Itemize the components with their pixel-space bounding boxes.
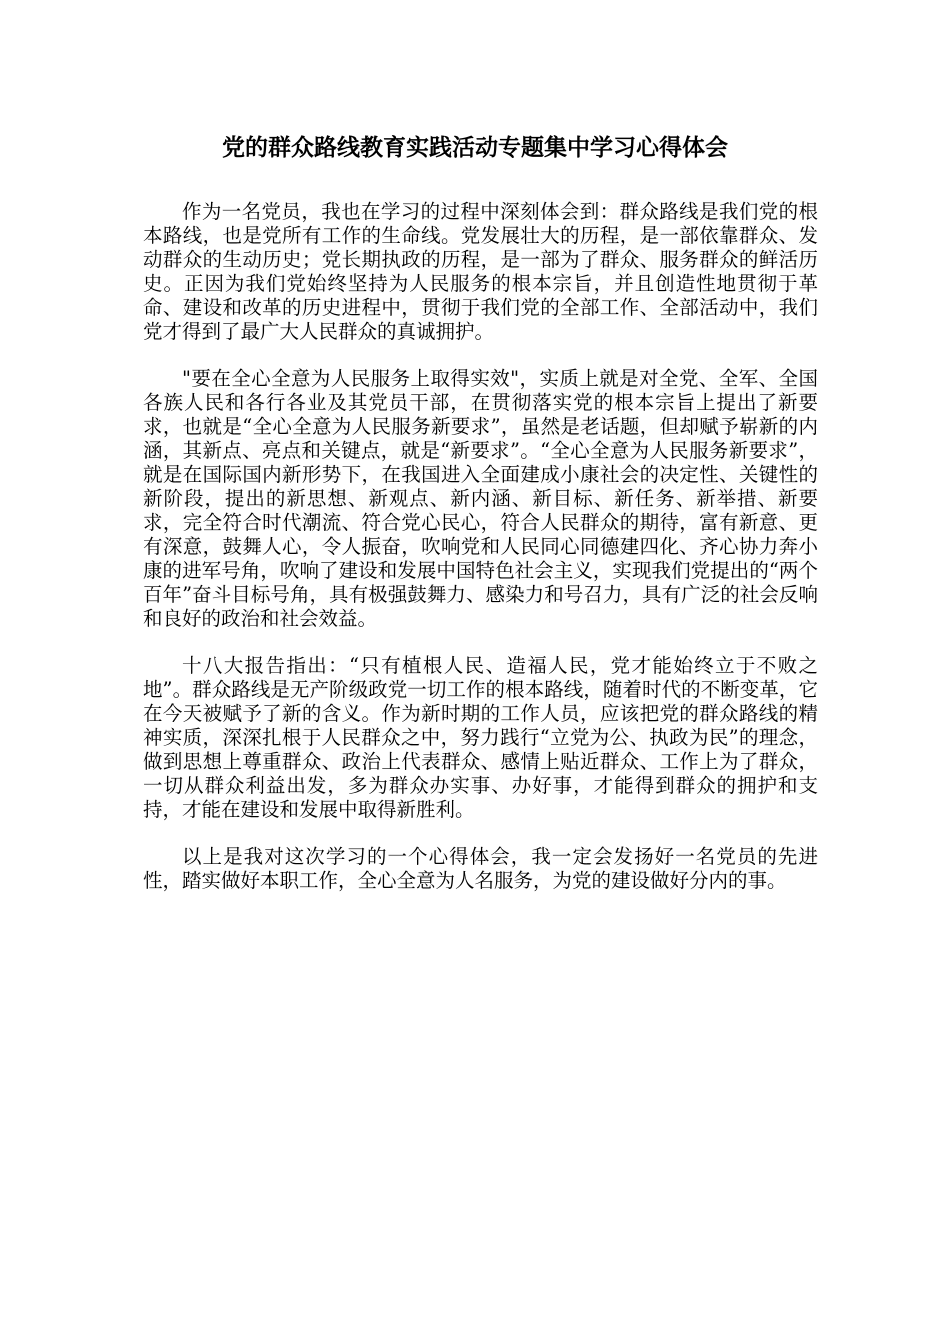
paragraph-2: "要在全心全意为人民服务上取得实效"，实质上就是对全党、全军、全国各族人民和各行各业及其党员干部，在贯彻落实党的根本宗旨上提出了新要求，也就是“全心全意为人民服务新要求”，虽然是老话题，但却赋予崭新的内涵，其新点、亮点和关键点，就是“新要求”。“全心全意为人民服务新要求”，就是在国际国内新形势下，在我国进入全面建成小康社会的决定性、关键性的新阶段，提出的新思想、新观点、新内涵、新目标、新任务、新举措、新要求，完全符合时代潮流、符合党心民心，符合人民群众的期待，富有新意、更有深意，鼓舞人心，令人振奋，吹响党和人民同心同德建四化、齐心协力奔小康的进军号角，吹响了建设和发展中国特色社会主义，实现我们党提出的“两个百年”奋斗目标号角，具有极强鼓舞力、感染力和号召力，具有广泛的社会反响和良好的政治和社会效益。: [143, 367, 818, 630]
paragraph-3: 十八大报告指出：“只有植根人民、造福人民，党才能始终立于不败之地”。群众路线是无产阶级政党一切工作的根本路线，随着时代的不断变革，它在今天被赋予了新的含义。作为新时期的工作人员，应该把党的群众路线的精神实质，深深扎根于人民群众之中，努力践行“立党为公、执政为民”的理念，做到思想上尊重群众、政治上代表群众、感情上贴近群众、工作上为了群众，一切从群众利益出发，多为群众办实事、办好事，才能得到群众的拥护和支持，才能在建设和发展中取得新胜利。: [143, 654, 818, 821]
document-body: [143, 200, 818, 916]
paragraph-4: 以上是我对这次学习的一个心得体会，我一定会发扬好一名党员的先进性，踏实做好本职工作，全心全意为人名服务，为党的建设做好分内的事。: [143, 845, 818, 892]
paragraph-1: 作为一名党员，我也在学习的过程中深刻体会到：群众路线是我们党的根本路线，也是党所有工作的生命线。党发展壮大的历程，是一部依靠群众、发动群众的生动历史；党长期执政的历程，是一部为了群众、服务群众的鲜活历史。正因为我们党始终坚持为人民服务的根本宗旨，并且创造性地贯彻于革命、建设和改革的历史进程中，贯彻于我们党的全部工作、全部活动中，我们党才得到了最广大人民群众的真诚拥护。: [143, 200, 818, 343]
document-title: 党的群众路线教育实践活动专题集中学习心得体会: [222, 134, 728, 161]
